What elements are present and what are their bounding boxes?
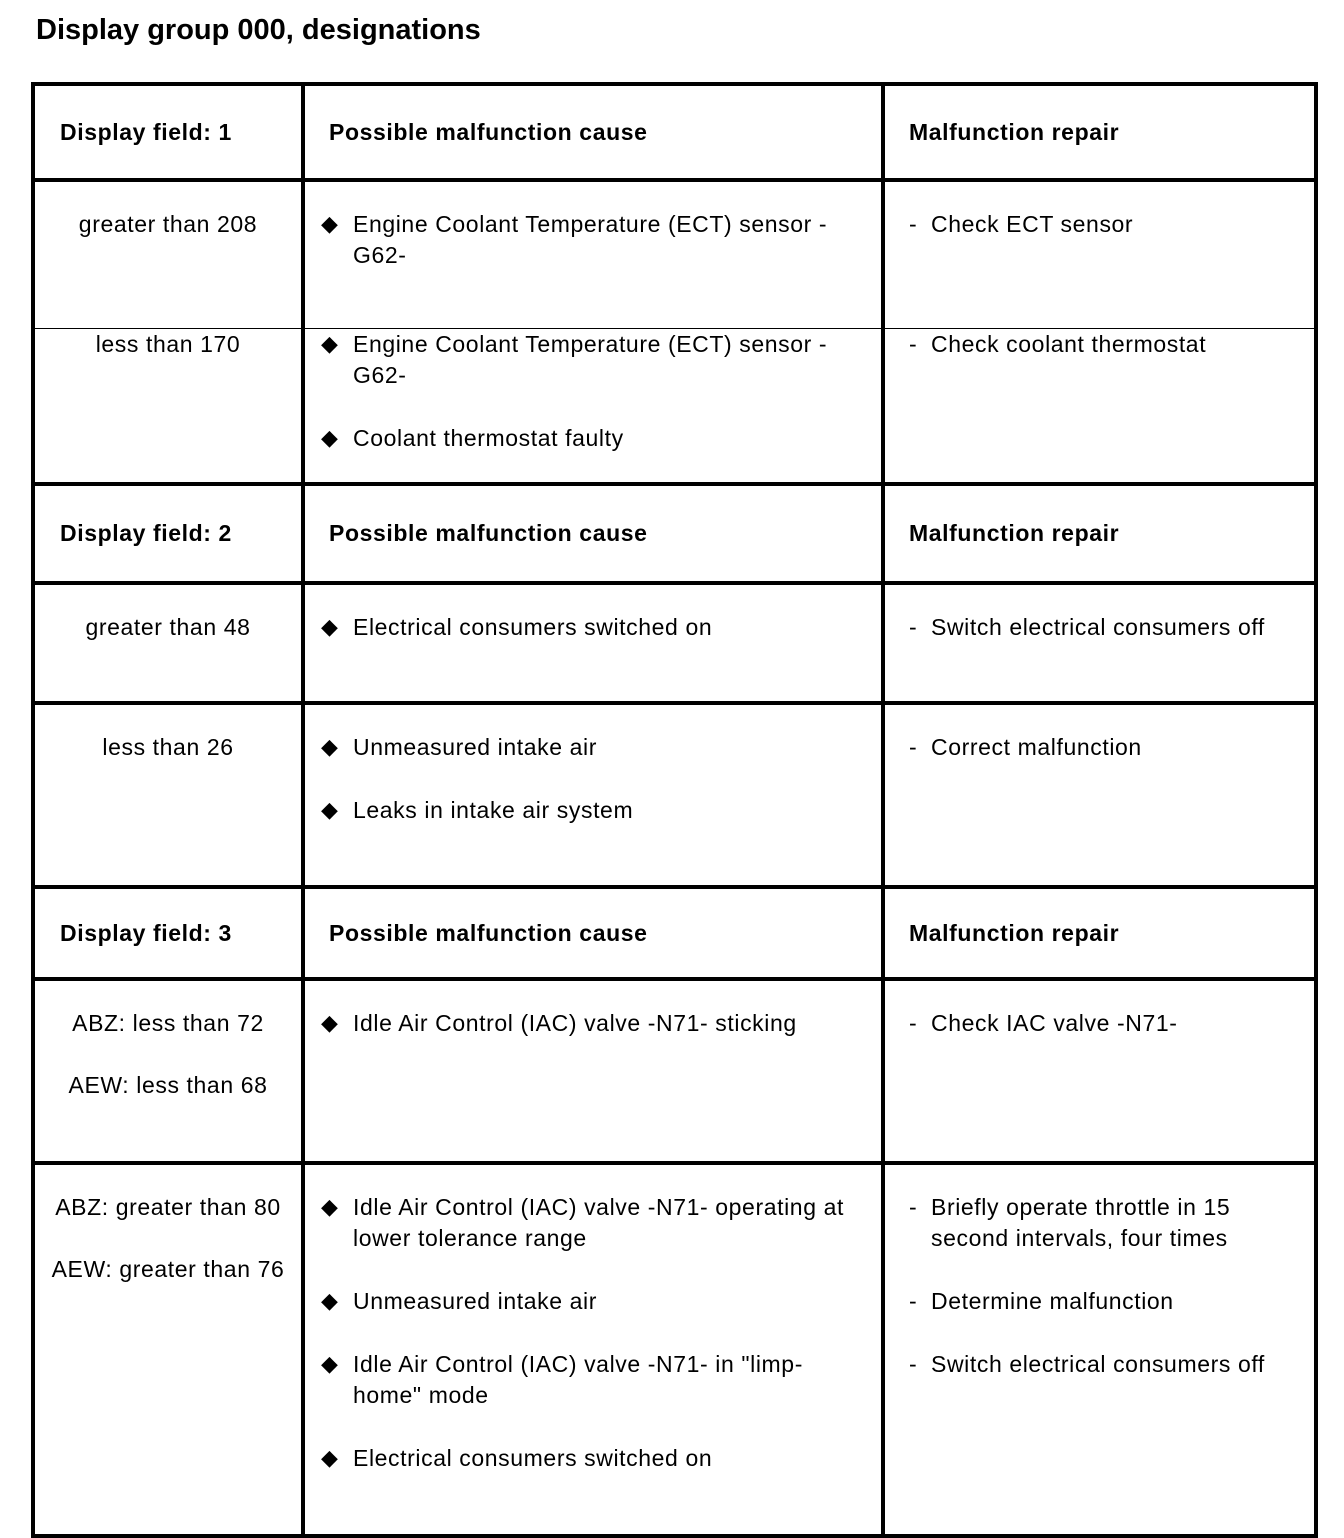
list-item — [321, 209, 861, 271]
cause-column-header: Possible malfunction cause — [303, 484, 883, 583]
list-item — [909, 1349, 1300, 1380]
bullet-icon: ◆ — [321, 331, 339, 356]
table-row — [33, 1163, 1316, 1536]
cause-text: Coolant thermostat faulty — [353, 425, 624, 451]
repair-text: Check coolant thermostat — [931, 331, 1207, 357]
cause-text: Idle Air Control (IAC) valve -N71- in "limp-home" mode — [353, 1351, 803, 1408]
repair-cell — [883, 1163, 1316, 1536]
dash-icon: - — [909, 1288, 918, 1314]
repair-text: Determine malfunction — [931, 1288, 1174, 1314]
dash-icon: - — [909, 734, 918, 760]
bullet-icon: ◆ — [321, 1010, 339, 1035]
list-item — [909, 1008, 1300, 1039]
display-value-cell — [33, 583, 303, 703]
cause-text: Electrical consumers switched on — [353, 1445, 713, 1471]
repair-text: Check IAC valve -N71- — [931, 1010, 1178, 1036]
dash-icon: - — [909, 211, 918, 237]
list-item — [909, 1192, 1300, 1254]
display-value: less than 170 — [95, 331, 241, 357]
dash-icon: - — [909, 1194, 918, 1220]
dash-icon: - — [909, 1010, 918, 1036]
list-item — [321, 612, 861, 643]
cause-cell — [303, 979, 883, 1163]
list-item — [909, 1286, 1300, 1317]
cause-text: Idle Air Control (IAC) valve -N71- sticking — [353, 1010, 797, 1036]
display-value: AEW: less than 68 — [68, 1072, 268, 1098]
dash-icon: - — [909, 614, 918, 640]
table-row — [33, 180, 1316, 329]
list-item — [321, 1349, 861, 1411]
bullet-icon: ◆ — [321, 211, 339, 236]
cause-text: Leaks in intake air system — [353, 797, 634, 823]
cause-text: Engine Coolant Temperature (ECT) sensor -G62- — [353, 211, 828, 268]
cause-column-header: Possible malfunction cause — [303, 84, 883, 180]
bullet-icon: ◆ — [321, 425, 339, 450]
repair-column-header: Malfunction repair — [883, 887, 1316, 979]
cause-cell — [303, 180, 883, 329]
repair-cell — [883, 703, 1316, 887]
cause-cell — [303, 329, 883, 485]
repair-column-header: Malfunction repair — [883, 84, 1316, 180]
cause-text: Electrical consumers switched on — [353, 614, 713, 640]
list-item — [321, 1008, 861, 1039]
table-header-row — [33, 84, 1316, 180]
cause-column-header: Possible malfunction cause — [303, 887, 883, 979]
table-row — [33, 583, 1316, 703]
table-row — [33, 329, 1316, 485]
bullet-icon: ◆ — [321, 734, 339, 759]
list-item — [909, 732, 1300, 763]
dash-icon: - — [909, 331, 918, 357]
repair-column-header: Malfunction repair — [883, 484, 1316, 583]
repair-text: Briefly operate throttle in 15 second intervals, four times — [931, 1194, 1231, 1251]
display-value: ABZ: less than 72 — [72, 1010, 264, 1036]
cause-cell — [303, 583, 883, 703]
display-value-cell — [33, 329, 303, 485]
list-item — [909, 209, 1300, 240]
display-value: ABZ: greater than 80 — [55, 1194, 281, 1220]
list-item — [321, 1443, 861, 1474]
repair-cell — [883, 180, 1316, 329]
cause-text: Unmeasured intake air — [353, 734, 597, 760]
display-value-cell — [33, 180, 303, 329]
display-value-cell — [33, 703, 303, 887]
repair-text: Check ECT sensor — [931, 211, 1134, 237]
cause-text: Engine Coolant Temperature (ECT) sensor -G62- — [353, 331, 828, 388]
table-row — [33, 979, 1316, 1163]
designations-table — [31, 82, 1318, 1538]
bullet-icon: ◆ — [321, 1288, 339, 1313]
display-field-label: Display field: 2 — [33, 484, 303, 583]
cause-text: Idle Air Control (IAC) valve -N71- operating at lower tolerance range — [353, 1194, 844, 1251]
page-title: Display group 000, designations — [36, 14, 481, 46]
repair-text: Switch electrical consumers off — [931, 614, 1265, 640]
cause-cell — [303, 703, 883, 887]
display-value: AEW: greater than 76 — [51, 1256, 285, 1282]
list-item — [321, 732, 861, 763]
bullet-icon: ◆ — [321, 1445, 339, 1470]
repair-cell — [883, 329, 1316, 485]
list-item — [909, 329, 1300, 360]
table-header-row — [33, 887, 1316, 979]
cause-text: Unmeasured intake air — [353, 1288, 597, 1314]
bullet-icon: ◆ — [321, 1194, 339, 1219]
repair-text: Correct malfunction — [931, 734, 1142, 760]
table-row — [33, 703, 1316, 887]
display-value-cell — [33, 979, 303, 1163]
list-item — [321, 423, 861, 454]
display-value-cell — [33, 1163, 303, 1536]
table-header-row — [33, 484, 1316, 583]
display-value: less than 26 — [102, 734, 234, 760]
list-item — [321, 1286, 861, 1317]
cause-cell — [303, 1163, 883, 1536]
dash-icon: - — [909, 1351, 918, 1377]
list-item — [321, 329, 861, 391]
list-item — [321, 1192, 861, 1254]
bullet-icon: ◆ — [321, 1351, 339, 1376]
display-field-label: Display field: 1 — [33, 84, 303, 180]
list-item — [321, 795, 861, 826]
display-value: greater than 208 — [78, 211, 258, 237]
list-item — [909, 612, 1300, 643]
bullet-icon: ◆ — [321, 797, 339, 822]
repair-cell — [883, 979, 1316, 1163]
repair-cell — [883, 583, 1316, 703]
display-field-label: Display field: 3 — [33, 887, 303, 979]
repair-text: Switch electrical consumers off — [931, 1351, 1265, 1377]
display-value: greater than 48 — [85, 614, 251, 640]
bullet-icon: ◆ — [321, 614, 339, 639]
